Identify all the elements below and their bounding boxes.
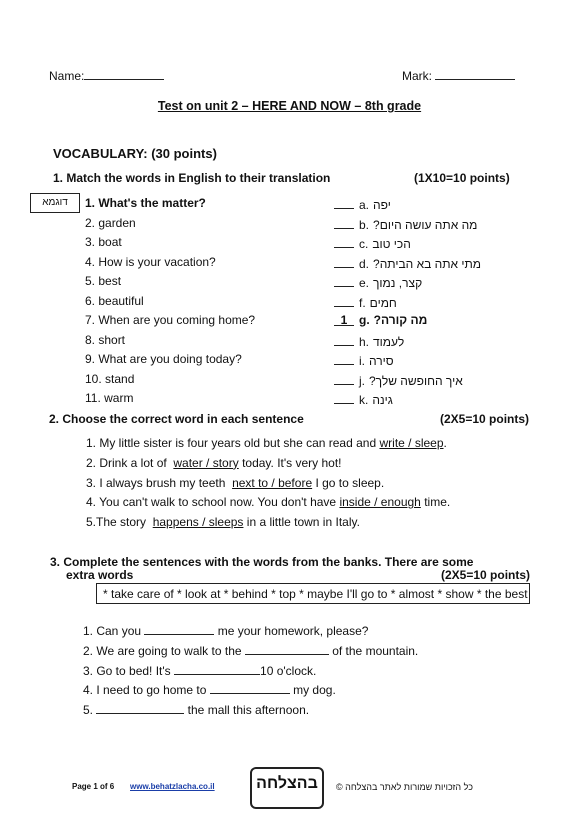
q3-sentence (83, 642, 418, 658)
english-item: 2. garden (85, 215, 136, 230)
option-letter: b. (359, 217, 370, 232)
sentence-text: me your homework, please? (214, 624, 369, 638)
sentence-text: 3. I always brush my teeth (86, 475, 233, 490)
sentence-text: the mall this afternoon. (184, 703, 310, 718)
word-choice[interactable]: inside / enough (339, 495, 421, 510)
q2-points: (2X5=10 points) (440, 412, 530, 426)
answer-blank[interactable] (334, 274, 354, 287)
hebrew-translation: קצר, נמוך (373, 276, 423, 290)
english-item: 11. warm (85, 391, 134, 405)
word-choice[interactable]: next to / before (232, 475, 313, 490)
fill-in-blank[interactable] (210, 681, 290, 694)
hebrew-translation: יפה (373, 198, 391, 212)
q3-points: (2X5=10 points) (441, 568, 531, 582)
mark-label: Mark: (402, 67, 515, 83)
option-letter: k. (359, 393, 369, 407)
sentence-text: in a little town in Italy. (243, 515, 360, 530)
fill-in-blank[interactable] (174, 662, 260, 675)
q2-sentence (86, 476, 384, 490)
website-link[interactable]: www.behatzlacha.co.il (130, 782, 215, 791)
option-letter: e. (359, 276, 370, 290)
answer-blank[interactable] (334, 333, 354, 346)
hebrew-translation: מה קורה? (373, 313, 428, 327)
hebrew-item (334, 372, 463, 388)
sentence-text: 1. Can you (83, 624, 145, 638)
english-item: 3. boat (85, 235, 122, 249)
english-item: 4. How is your vacation? (85, 254, 216, 269)
option-letter: j. (359, 373, 365, 388)
answer-blank[interactable] (334, 352, 354, 365)
mark-blank[interactable] (435, 67, 515, 80)
sentence-text: time. (420, 495, 451, 510)
english-item: 7. When are you coming home? (85, 313, 256, 327)
hebrew-item (334, 352, 394, 368)
hebrew-item (334, 333, 404, 349)
sentence-text: 4. I need to go home to (83, 683, 210, 698)
english-item: 6. beautiful (85, 293, 144, 308)
q3-sentence (83, 681, 336, 697)
fill-in-blank[interactable] (96, 701, 184, 714)
hebrew-item (334, 235, 411, 251)
q3-sentence (83, 622, 368, 638)
option-letter: c. (359, 237, 369, 251)
option-letter: g. (359, 313, 370, 327)
hebrew-translation: גינה (372, 393, 393, 407)
q3-sentence (83, 701, 309, 717)
hebrew-item (334, 313, 427, 327)
hebrew-item (334, 216, 477, 232)
q2-sentence (86, 436, 447, 450)
sentence-text: my dog. (289, 683, 336, 698)
answer-blank[interactable] (334, 294, 354, 307)
sentence-text: 3. Go to bed! It's (83, 663, 175, 678)
answer-blank[interactable] (334, 235, 354, 248)
q1-points: (1X10=10 points) (414, 171, 510, 185)
test-title: Test on unit 2 – HERE AND NOW – 8th grade (157, 99, 422, 113)
name-label: Name: (49, 67, 164, 83)
option-letter: d. (359, 256, 370, 271)
option-letter: a. (359, 198, 370, 212)
logo-text: בהצלחה (256, 775, 318, 792)
english-item: 1. What's the matter? (85, 196, 206, 210)
hebrew-translation: הכי טוב (372, 237, 411, 251)
answer-blank[interactable] (334, 196, 354, 209)
english-item: 10. stand (85, 371, 135, 386)
sentence-text: 5. (83, 703, 97, 718)
fill-in-blank[interactable] (144, 622, 214, 635)
sentence-text: 10 o'clock. (260, 663, 317, 678)
hebrew-item (334, 294, 397, 310)
q2-sentence (86, 515, 360, 529)
answer-blank[interactable] (334, 255, 354, 268)
sentence-text: 5.The story (86, 515, 153, 530)
q3-instruction-line2: extra words (66, 568, 134, 582)
option-letter: i. (359, 354, 365, 368)
q2-sentence (86, 456, 342, 470)
sentence-text: 2. Drink a lot of (86, 455, 174, 470)
example-tag: דוגמא (30, 193, 80, 213)
hebrew-translation: מתי אתה בא הביתה? (373, 256, 482, 271)
site-logo (250, 767, 324, 809)
sentence-text: 4. You can't walk to school now. You don't have (86, 495, 340, 510)
word-choice[interactable]: write / sleep (379, 436, 444, 450)
q3-sentence (83, 662, 316, 678)
name-blank[interactable] (84, 67, 164, 80)
q1-instruction: 1. Match the words in English to their translation (53, 171, 331, 185)
english-item: 8. short (85, 332, 126, 347)
word-choice[interactable]: water / story (173, 455, 239, 470)
page-number: Page 1 of 6 (72, 782, 115, 791)
hebrew-item (334, 391, 393, 407)
answer-blank[interactable]: 1 (334, 313, 354, 326)
option-letter: f. (359, 295, 366, 310)
hebrew-item (334, 255, 481, 271)
english-item: 5. best (85, 274, 122, 288)
sentence-text: I go to sleep. (312, 475, 385, 490)
q2-instruction: 2. Choose the correct word in each sentence (49, 412, 304, 426)
copyright-notice: כל הזכויות שמורות לאתר בהצלחה © (336, 782, 473, 792)
sentence-text: 1. My little sister is four years old but she can read and (86, 436, 380, 450)
q2-sentence (86, 495, 450, 509)
option-letter: h. (359, 334, 370, 349)
hebrew-translation: איך החופשה שלך? (369, 373, 463, 388)
hebrew-item (334, 274, 422, 290)
sentence-text: today. It's very hot! (238, 455, 342, 470)
answer-blank[interactable] (334, 391, 354, 404)
vocabulary-heading: VOCABULARY: (30 points) (53, 146, 217, 161)
sentence-text: . (443, 436, 447, 450)
fill-in-blank[interactable] (245, 642, 329, 655)
sentence-text: of the mountain. (328, 643, 419, 658)
hebrew-translation: חמים (369, 295, 397, 310)
answer-blank[interactable] (334, 372, 354, 385)
sentence-text: 2. We are going to walk to the (83, 643, 245, 658)
english-item: 9. What are you doing today? (85, 352, 242, 366)
hebrew-item (334, 196, 391, 212)
q3-instruction-line1: 3. Complete the sentences with the words from the banks. There are some (50, 555, 474, 569)
hebrew-translation: סירה (369, 354, 394, 368)
answer-blank[interactable] (334, 216, 354, 229)
word-choice[interactable]: happens / sleeps (152, 515, 244, 530)
word-bank: * take care of * look at * behind * top * maybe I'll go to * almost * show * the best (96, 583, 530, 604)
hebrew-translation: לעמוד (373, 334, 405, 349)
hebrew-translation: מה אתה עושה היום? (373, 217, 478, 232)
